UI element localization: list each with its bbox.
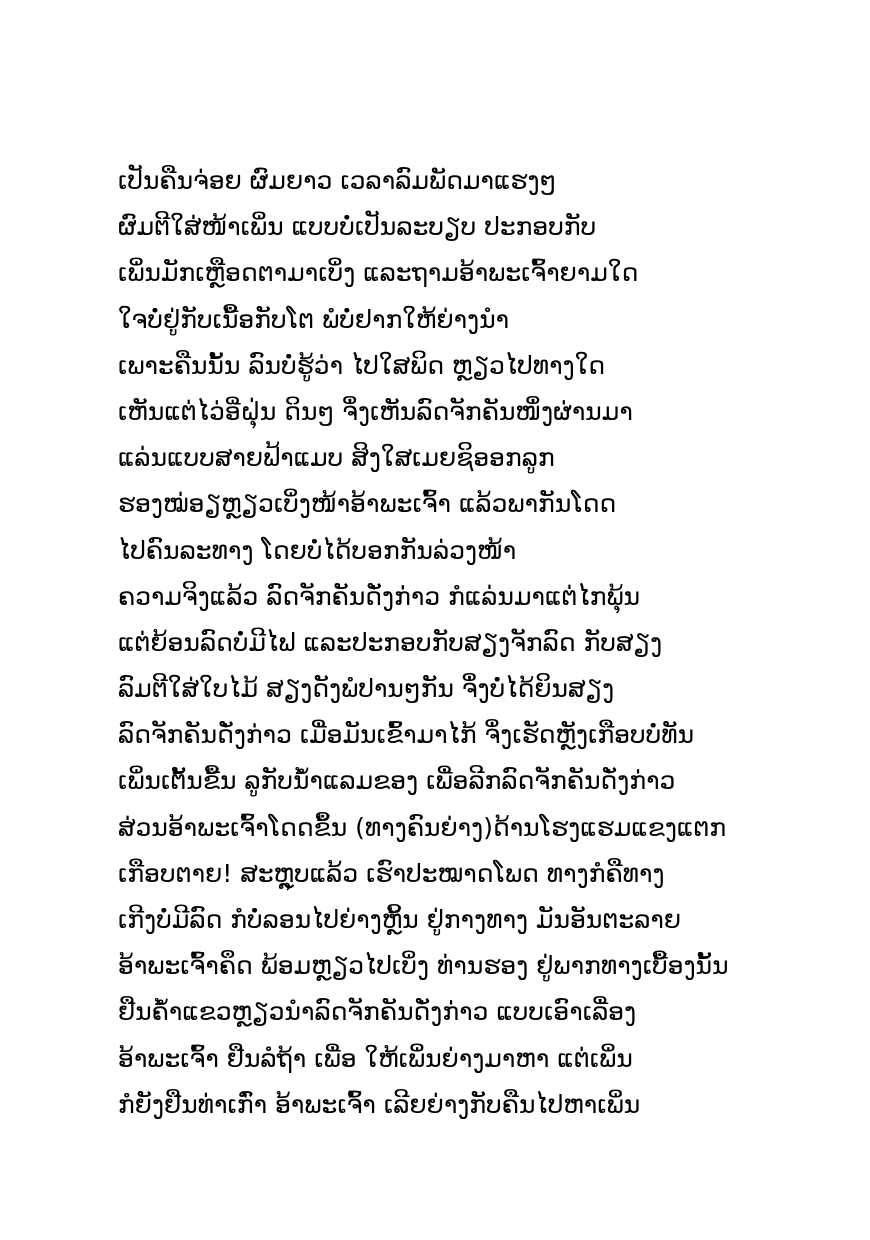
text-line: ແຕ່ຍ້ອນລົດບໍ່ມີໄຟ ແລະປະກອບກັບສຽງຈັກລົດ ກັບສຽງ — [118, 627, 663, 657]
body-text — [118, 158, 818, 1128]
text-line: ຜົມຕີໃສ່ໜ້າເພິ່ນ ແບບບໍ່ເປັນລະບຽບ ປະກອບກັບ — [118, 212, 597, 242]
text-line: ເກືອບຕາຍ! ສະຫຼຸບແລ້ວ ເຮົາປະໝາດໂພດ ທາງກໍຄືທາງ — [118, 858, 665, 888]
text-line: ເພິ່ນມັກເຫຼືອດຕາມາເບິ່ງ ແລະຖາມອ້າພະເຈົ້າຍາມໃດ — [118, 258, 639, 288]
text-line: ເຫັນແຕ່ໄວ່ອີ່ຝຸ່ນ ດິນໆ ຈຶ່ງເຫັນລົດຈັກຄັນໜຶ່ງຜ່ານມາ — [118, 396, 633, 426]
text-line: ລົດຈັກຄັນດັ່ງກ່າວ ເມື່ອມັນເຂົ້າມາໄກ້ ຈຶ່ງເຮັດຫຼັງເກືອບບໍ່ທັນ — [118, 720, 695, 750]
text-line: ສ່ວນອ້າພະເຈົ້າໂດດຂຶ້ນ (ທາງຄົນຍ່າງ)ດ້ານໂຮງແຮມແຂງແຕກ — [118, 812, 727, 842]
text-line: ແລ່ນແບບສາຍຟ້າແມບ ສິງໃສເມຍຊິອອກລູກ — [118, 443, 555, 473]
text-line: ເກີງບໍ່ມີລົດ ກໍບໍ່ລອນໄປຍ່າງຫຼິ້ນ ຢູ່ກາງທາງ ມັນອັນຕະລາຍ — [118, 905, 682, 934]
text-line: ເພິ່ນເຕັ້ນຂື້ນ ລູກັບນ້ຳແລມຂອງ ເພື່ອລີກລົດຈັກຄັນດັ່ງກ່າວ — [118, 766, 676, 796]
text-line: ອ້າພະເຈົ້າຄຶດ ພ້ອມຫຼຽວໄປເບິ່ງ ທ່ານຮອງ ຢູ່ພາກທາງເບື້ອງນັ້ນ — [118, 951, 729, 981]
text-line: ຮອງໝ່ອຽຫຼຽວເບິ່ງໜ້າອ້າພະເຈົ້າ ແລ້ວພາກັນໂດດ — [118, 489, 617, 519]
text-line: ເພາະຄືນນັ້ນ ລົນບໍ່ຮູ້ວ່າ ໄປໃສພິດ ຫຼຽວໄປທາງໃດ — [118, 350, 606, 380]
text-line: ລົມຕີໃສ່ໃບໄມ້ ສຽງດັງພໍປານໆກັນ ຈຶ່ງບໍ່ໄດ້ຍິນສຽງ — [118, 674, 615, 704]
text-line: ເປັນຄືນຈ່ອຍ ຜົມຍາວ ເວລາລົມພັດມາແຮງໆ — [118, 166, 557, 195]
text-line: ຄວາມຈິງແລ້ວ ລົດຈັກຄັນດັ່ງກ່າວ ກໍແລ່ນມາແຕ່ໄກພຸ້ນ — [118, 581, 641, 611]
text-line: ອ້າພະເຈົ້າ ຢືນລໍຖ້າ ເພື່ອ ໃຫ້ເພິ່ນຍ່າງມາຫາ ແຕ່ເພິ່ນ — [118, 1043, 633, 1073]
text-line: ຢືນຄ້ຳແຂວຫຼຽວນຳລົດຈັກຄັນດັ່ງກ່າວ ແບບເອົາເລື່ອງ — [118, 997, 637, 1027]
text-line: ກໍຍັງຢືນທ່າເກົ່າ ອ້າພະເຈົ້າ ເລີຍຍ່າງກັບຄືນໄປຫາເພິ່ນ — [118, 1089, 641, 1119]
text-line: ໃຈບໍ່ຢູ່ກັບເນື້ອກັບໂຕ ພໍບໍ່ຢາກໃຫ້ຍ່າງນຳ — [118, 304, 510, 334]
text-line: ໄປຄົນລະທາງ ໂດຍບໍ່ໄດ້ບອກກັນລ່ວງໜ້າ — [118, 535, 517, 565]
